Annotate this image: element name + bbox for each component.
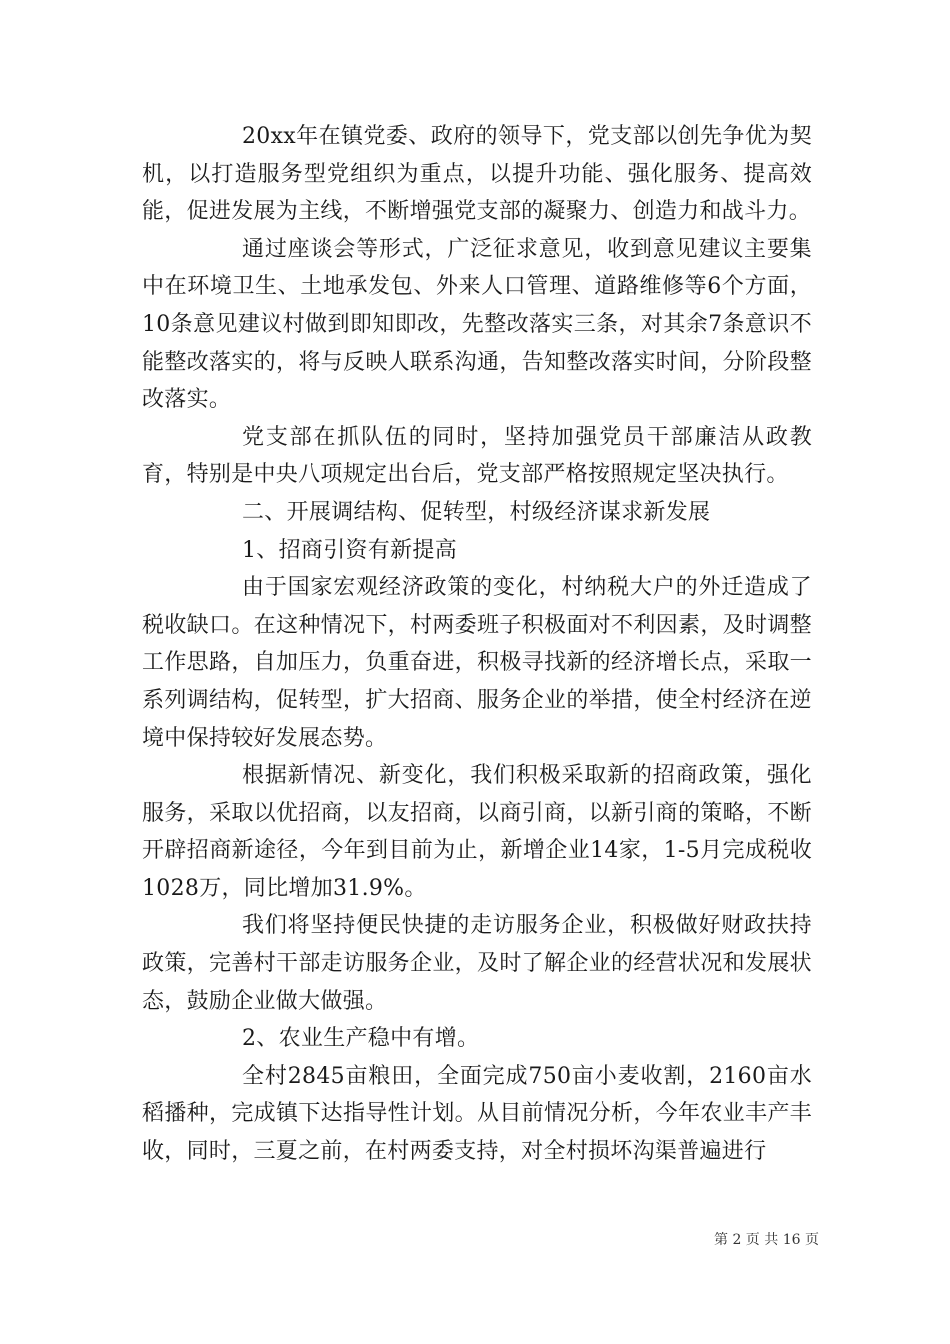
- paragraph-service: 我们将坚持便民快捷的走访服务企业，积极做好财政扶持政策，完善村干部走访服务企业，及时了解企业的经营状况和发展状态，鼓励企业做大做强。: [142, 913, 812, 1014]
- paragraph-opinions: 通过座谈会等形式，广泛征求意见，收到意见建议主要集中在环境卫生、土地承发包、外来人口管理、道路维修等6个方面，10条意见建议村做到即知即改，先整改落实三条，对其余7条意识不能整改落实的，将与反映人联系沟通，告知整改落实时间，分阶段整改落实。: [142, 236, 812, 413]
- subsection-heading-agriculture: 2、农业生产稳中有增。: [242, 1026, 480, 1052]
- subsection-heading-investment: 1、招商引资有新提高: [242, 537, 457, 563]
- paragraph-new-policy: 根据新情况、新变化，我们积极采取新的招商政策，强化服务，采取以优招商，以友招商，以商引商，以新引商的策略，不断开辟招商新途径，今年到目前为止，新增企业14家，1-5月完成税收1028万，同比增加31.9%。: [142, 763, 812, 901]
- paragraph-tax-gap: 由于国家宏观经济政策的变化，村纳税大户的外迁造成了税收缺口。在这种情况下，村两委班子积极面对不利因素，及时调整工作思路，自加压力，负重奋进，积极寻找新的经济增长点，采取一系列调结构，促转型，扩大招商、服务企业的举措，使全村经济在逆境中保持较好发展态势。: [142, 575, 812, 751]
- paragraph-intro: 20xx年在镇党委、政府的领导下，党支部以创先争优为契机，以打造服务型党组织为重点，以提升功能、强化服务、提高效能，促进发展为主线，不断增强党支部的凝聚力、创造力和战斗力。: [142, 124, 812, 225]
- paragraph-integrity: 党支部在抓队伍的同时，坚持加强党员干部廉洁从政教育，特别是中央八项规定出台后，党支部严格按照规定坚决执行。: [142, 424, 812, 488]
- paragraph-agriculture: 全村2845亩粮田，全面完成750亩小麦收割，2160亩水稻播种，完成镇下达指导性计划。从目前情况分析，今年农业丰产丰收，同时，三夏之前，在村两委支持，对全村损坏沟渠普遍进行: [142, 1063, 812, 1165]
- document-body: [142, 118, 812, 1171]
- section-heading: 二、开展调结构、促转型，村级经济谋求新发展: [242, 499, 711, 525]
- page-number: 第 2 页 共 16 页: [714, 1232, 819, 1248]
